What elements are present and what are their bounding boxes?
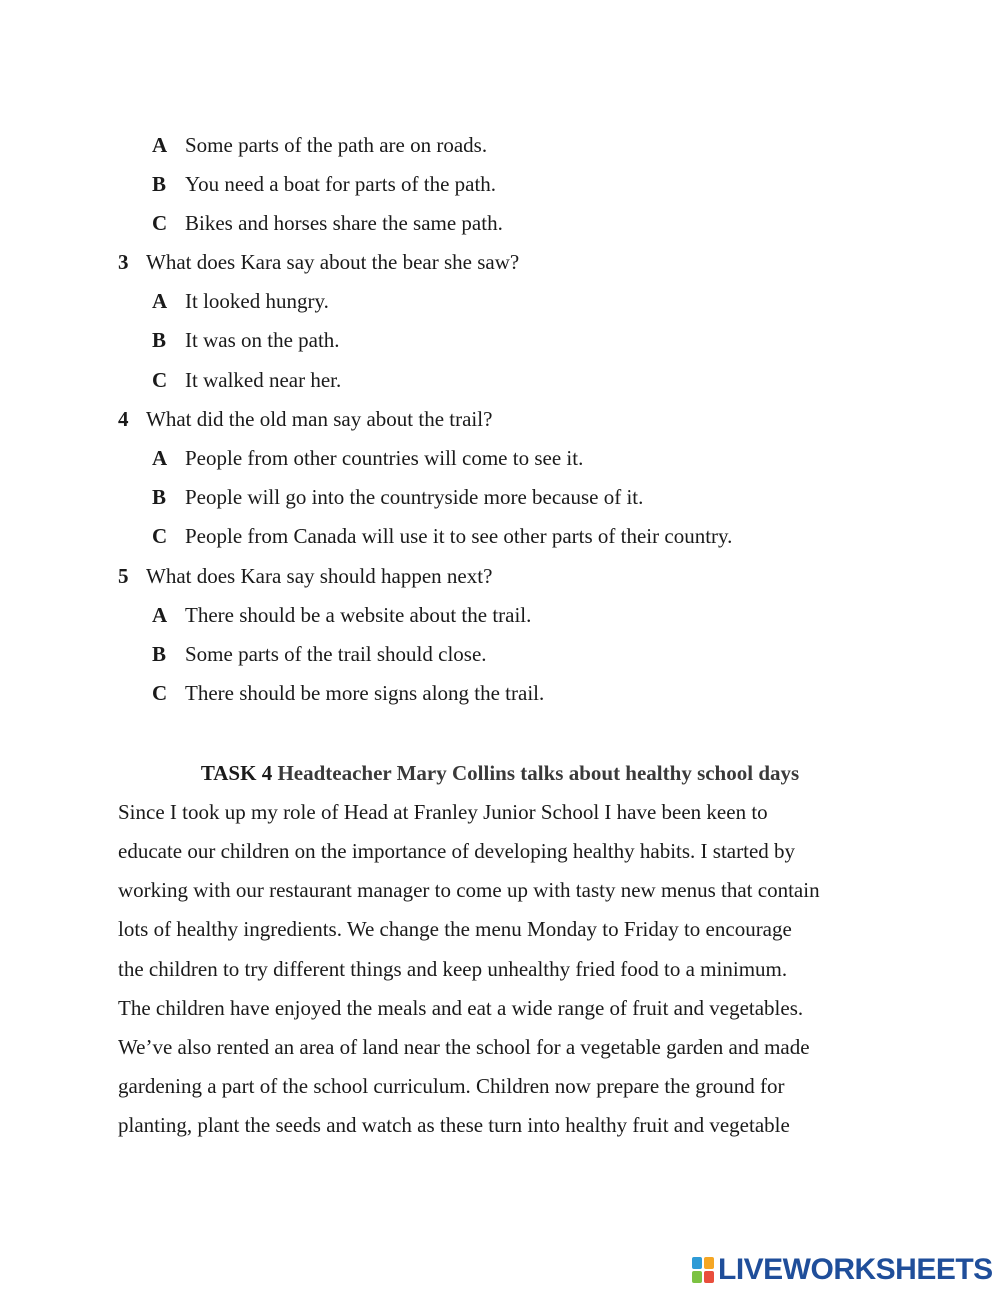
q3-option-b: [152, 327, 340, 353]
liveworksheets-logo: [692, 1253, 993, 1287]
q3-option-a: [152, 288, 329, 314]
option-text: People from other countries will come to see it.: [185, 446, 584, 470]
option-letter: A: [152, 603, 168, 627]
option-text: Some parts of the trail should close.: [185, 642, 487, 666]
q2-option-b: [152, 171, 496, 197]
option-text: Some parts of the path are on roads.: [185, 133, 488, 157]
question-number: 5: [118, 564, 129, 588]
logo-square-icon: [692, 1271, 702, 1283]
option-letter: B: [152, 172, 167, 196]
option-text: It looked hungry.: [185, 289, 329, 313]
option-letter: A: [152, 289, 168, 313]
paragraph-line: lots of healthy ingredients. We change the menu Monday to Friday to encourage: [118, 917, 792, 941]
task-4-heading: [0, 760, 1000, 786]
option-letter: B: [152, 642, 167, 666]
question-number: 3: [118, 250, 129, 274]
q2-option-c: [152, 210, 503, 236]
question-4: [118, 406, 492, 432]
question-5: [118, 563, 492, 589]
option-letter: C: [152, 681, 168, 705]
option-text: People from Canada will use it to see other parts of their country.: [185, 524, 733, 548]
question-text: What did the old man say about the trail?: [146, 407, 493, 431]
option-letter: B: [152, 328, 167, 352]
option-text: There should be a website about the trail.: [185, 603, 532, 627]
option-letter: B: [152, 485, 167, 509]
q4-option-b: [152, 484, 643, 510]
option-letter: C: [152, 524, 168, 548]
option-text: There should be more signs along the trail.: [185, 681, 545, 705]
question-number: 4: [118, 407, 129, 431]
option-letter: A: [152, 446, 168, 470]
q5-option-a: [152, 602, 531, 628]
option-letter: A: [152, 133, 168, 157]
paragraph-line: The children have enjoyed the meals and eat a wide range of fruit and vegetables.: [118, 996, 804, 1020]
logo-square-icon: [704, 1257, 714, 1269]
option-text: Bikes and horses share the same path.: [185, 211, 503, 235]
paragraph-line: working with our restaurant manager to come up with tasty new menus that contain: [118, 878, 820, 902]
logo-text: LIVEWORKSHEETS: [718, 1253, 993, 1286]
q5-option-b: [152, 641, 487, 667]
q2-option-a: [152, 132, 487, 158]
question-text: What does Kara say about the bear she saw?: [146, 250, 520, 274]
logo-square-icon: [704, 1271, 714, 1283]
task-label: TASK 4: [200, 761, 273, 785]
logo-square-icon: [692, 1257, 702, 1269]
q3-option-c: [152, 367, 341, 393]
option-letter: C: [152, 211, 168, 235]
paragraph-line: educate our children on the importance of developing healthy habits. I started by: [118, 839, 796, 863]
paragraph-line: gardening a part of the school curriculum. Children now prepare the ground for: [118, 1074, 785, 1098]
paragraph-line: planting, plant the seeds and watch as these turn into healthy fruit and vegetable: [118, 1113, 790, 1137]
q4-option-a: [152, 445, 583, 471]
option-text: It walked near her.: [185, 368, 342, 392]
option-text: People will go into the countryside more because of it.: [185, 485, 644, 509]
logo-icon: [692, 1257, 714, 1283]
question-text: What does Kara say should happen next?: [146, 564, 493, 588]
task-title: Headteacher Mary Collins talks about healthy school days: [277, 761, 800, 785]
paragraph-line: Since I took up my role of Head at Franley Junior School I have been keen to: [118, 800, 768, 824]
paragraph-line: We’ve also rented an area of land near the school for a vegetable garden and made: [118, 1035, 810, 1059]
q5-option-c: [152, 680, 544, 706]
question-3: [118, 249, 519, 275]
q4-option-c: [152, 523, 732, 549]
paragraph-line: the children to try different things and keep unhealthy fried food to a minimum.: [118, 957, 788, 981]
option-text: It was on the path.: [185, 328, 340, 352]
option-letter: C: [152, 368, 168, 392]
option-text: You need a boat for parts of the path.: [185, 172, 497, 196]
